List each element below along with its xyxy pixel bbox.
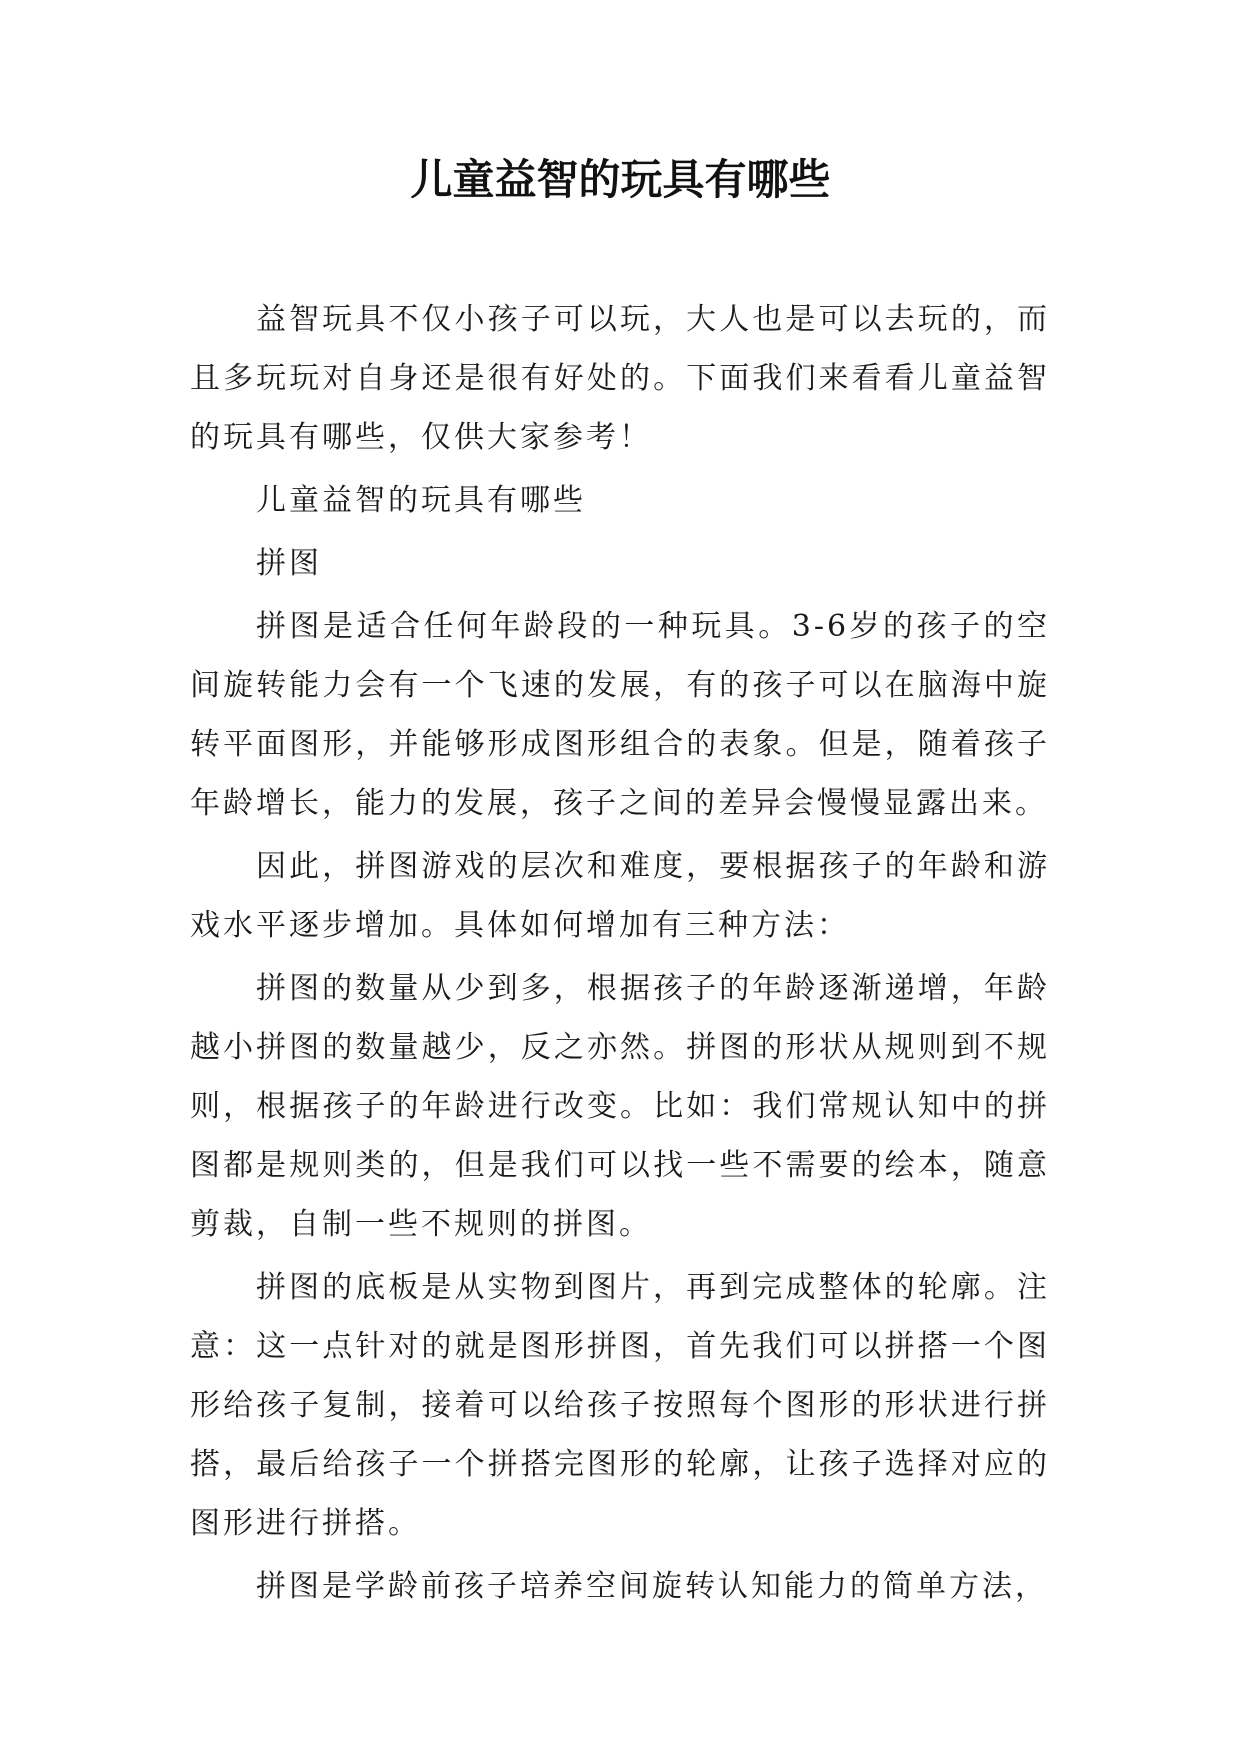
paragraph-difficulty: 因此，拼图游戏的层次和难度，要根据孩子的年龄和游戏水平逐步增加。具体如何增加有三种方法： <box>190 849 1050 943</box>
paragraph-intro: 益智玩具不仅小孩子可以玩，大人也是可以去玩的，而且多玩玩对自身还是很有好处的。下面我们来看看儿童益智的玩具有哪些，仅供大家参考！ <box>190 302 1050 455</box>
paragraph-closing: 拼图是学龄前孩子培养空间旋转认知能力的简单方法， <box>256 1569 1048 1604</box>
document-body <box>190 290 1050 1620</box>
paragraph-puzzle-intro: 拼图是适合任何年龄段的一种玩具。3-6岁的孩子的空间旋转能力会有一个飞速的发展，有的孩子可以在脑海中旋转平面图形，并能够形成图形组合的表象。但是，随着孩子年龄增长，能力的发展，孩子之间的差异会慢慢显露出来。 <box>190 609 1050 821</box>
document-title: 儿童益智的玩具有哪些 <box>410 155 831 204</box>
paragraph-heading: 儿童益智的玩具有哪些 <box>256 483 586 518</box>
paragraph-subheading-puzzle: 拼图 <box>256 546 322 581</box>
paragraph-quantity-shape: 拼图的数量从少到多，根据孩子的年龄逐渐递增，年龄越小拼图的数量越少，反之亦然。拼图的形状从规则到不规则，根据孩子的年龄进行改变。比如：我们常规认知中的拼图都是规则类的，但是我们可以找一些不需要的绘本，随意剪裁，自制一些不规则的拼图。 <box>190 971 1050 1242</box>
paragraph-baseboard: 拼图的底板是从实物到图片，再到完成整体的轮廓。注意：这一点针对的就是图形拼图，首先我们可以拼搭一个图形给孩子复制，接着可以给孩子按照每个图形的形状进行拼搭，最后给孩子一个拼搭完图形的轮廓，让孩子选择对应的图形进行拼搭。 <box>190 1270 1050 1541</box>
